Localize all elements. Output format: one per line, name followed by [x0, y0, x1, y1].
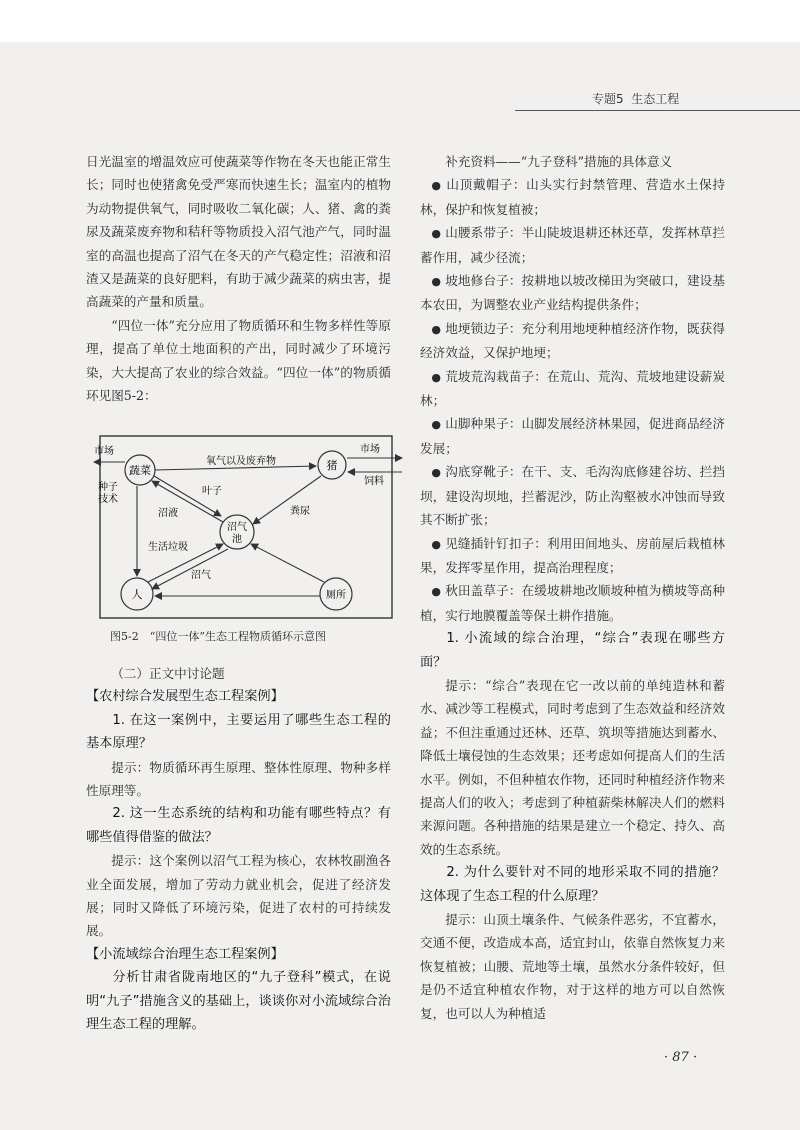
label-leaves: 叶子: [202, 486, 222, 497]
bullet-dot-icon: ●: [431, 179, 442, 193]
bullet-item: [420, 532, 725, 580]
question: 2. 这一生态系统的结构和功能有哪些特点？有哪些值得借鉴的做法？: [86, 806, 391, 845]
bullet-text: 沟底穿靴子：在干、支、毛沟沟底修建谷坊、拦挡坝，建设沟坝地，拦蓄泥沙，防止沟壑被水冲蚀而导致其不断扩张；: [420, 464, 725, 528]
bullet-dot-icon: ●: [431, 585, 442, 599]
node-label: 沼气: [227, 522, 247, 533]
header-rule: [515, 110, 800, 111]
running-header: [592, 90, 679, 107]
node-label: 厕所: [326, 590, 346, 601]
answer: 提示：“综合”表现在它一改以前的单纯造林和蓄水、减沙等工程模式，同时考虑到了生态效益和经济效益；不但注重通过还林、还草、筑坝等措施达到蓄水、降低土壤侵蚀的生态效果；还考虑如何提高人们的生活水平。例如，不但种植农作物，还同时种植经济作物来提高人们的收入；考虑到了种植薪柴林解决人们的燃料来源问题。各种措施的结果是建立一个稳定、持久、高效的生态系统。: [420, 677, 725, 857]
supplement-title: 补充资料——“九子登科”措施的具体意义: [445, 154, 673, 169]
bullet-item: [420, 579, 725, 627]
bullet-text: 坡地修台子：按耕地以坡改梯田为突破口，建设基本农田，为调整农业产业结构提供条件；: [420, 273, 725, 313]
left-column-bottom: [86, 662, 391, 1037]
arrow-biogas-to-person: [152, 549, 228, 589]
bullet-dot-icon: ●: [431, 370, 442, 384]
case-text: 分析甘肃省陇南地区的“九子登科”模式，在说明“九子”措施含义的基础上，谈谈你对小流域综合治理生态工程的理解。: [86, 970, 391, 1033]
bullet-dot-icon: ●: [431, 322, 442, 336]
figure-caption: 图5-2 “四位一体”生态工程物质循环示意图: [110, 630, 326, 643]
case-title: 【农村综合发展型生态工程案例】: [86, 689, 284, 705]
right-column: [420, 150, 725, 1025]
bullet-text: 秋田盖草子：在缓坡耕地改顺坡种植为横坡等高种植，实行地膜覆盖等保土耕作措施。: [420, 583, 725, 623]
arrow-pig-to-biogas: [253, 476, 321, 524]
arrow-toilet-to-biogas: [251, 544, 324, 582]
label-tech: 技术: [98, 494, 118, 505]
header-title: 生态工程: [631, 92, 680, 106]
label-domestic-waste: 生活垃圾: [148, 542, 188, 553]
bullet-text: 荒坡荒沟栽苗子：在荒山、荒沟、荒坡地建设薪炭林；: [420, 368, 725, 409]
header-section: 专题5: [592, 92, 624, 106]
bullet-dot-icon: ●: [431, 275, 442, 289]
label-biogas: 沼气: [191, 570, 211, 581]
bullet-item: [420, 412, 725, 460]
case-title: 【小流域综合治理生态工程案例】: [86, 946, 284, 962]
bullet-item: [420, 173, 725, 221]
bullet-text: 地埂锁边子：充分利用地埂种植经济作物，既获得经济效益，又保护地埂；: [420, 320, 725, 361]
answer: 提示：这个案例以沼气工程为核心，农林牧副渔各业全面发展，增加了劳动力就业机会，促进了经济发展；同时又降低了环境污染，促进了农村的可持续发展。: [86, 853, 391, 939]
bullet-dot-icon: ●: [431, 227, 442, 241]
node-label: 蔬菜: [129, 464, 151, 477]
bullet-text: 见缝插针钉扣子：利用田间地头、房前屋后栽植林果，发挥零星作用，提高治理程度；: [420, 535, 725, 575]
label-feed: 饲料: [364, 476, 384, 487]
label-seed: 种子: [98, 482, 118, 493]
left-column-top: [86, 150, 391, 407]
paragraph: 日光温室的增温效应可使蔬菜等作物在冬天也能正常生长；同时也使猪禽免受严寒而快速生长；温室内的植物为动物提供氧气，同时吸收二氧化碳；人、猪、禽的粪尿及蔬菜废弃物和秸秆等物质投入沼气池产气，同时温室的高温也提高了沼气在冬天的产气稳定性；沼液和沼渣又是蔬菜的良好肥料，有助于减少蔬菜的病虫害，提高蔬菜的产量和质量。: [86, 154, 391, 310]
label-market: 市场: [360, 444, 380, 455]
bullet-text: 山脚种果子：山脚发展经济林果园，促进商品经济发展；: [420, 416, 725, 456]
bullet-item: [420, 317, 725, 365]
paragraph: “四位一体”充分应用了物质循环和生物多样性等原理，提高了单位土地面积的产出，同时减少了环境污染，大大提高了农业的综合效益。“四位一体”的物质循环见图5-2：: [86, 317, 391, 404]
question: 2. 为什么要针对不同的地形采取不同的措施？这体现了生态工程的什么原理？: [420, 865, 725, 904]
node-label: 池: [232, 534, 242, 545]
bullet-item: [420, 269, 725, 317]
label-slurry: 沼液: [158, 508, 178, 519]
bullet-item: [420, 221, 725, 269]
bullet-item: [420, 365, 725, 413]
bullet-item: [420, 460, 725, 531]
bullet-dot-icon: ●: [431, 537, 442, 551]
label-market: 市场: [94, 446, 114, 457]
node-label: 猪: [326, 459, 338, 472]
answer: 提示：山顶土壤条件、气候条件恶劣，不宜蓄水，交通不便，改造成本高，适宜封山，依靠自然恢复力来恢复植被；山腰、荒地等土壤，虽然水分条件较好，但是仍不适宜种植农作物，对于这样的地方可以自然恢复，也可以人为种植适: [420, 912, 725, 1021]
page-number: · 87 ·: [664, 1050, 698, 1065]
question: 1. 小流域的综合治理，“综合”表现在哪些方面？: [420, 631, 725, 670]
material-cycle-diagram: [92, 432, 404, 620]
bullet-dot-icon: ●: [431, 418, 442, 432]
bullet-dot-icon: ●: [431, 466, 442, 480]
bullet-text: 山腰系带子：半山陡坡退耕还林还草，发挥林草拦蓄作用，减少径流；: [420, 225, 725, 265]
answer: 提示：物质循环再生原理、整体性原理、物种多样性原理等。: [86, 759, 391, 799]
question: 1. 在这一案例中，主要运用了哪些生态工程的基本原理？: [86, 712, 391, 752]
subsection-heading: （二）正文中讨论题: [111, 666, 225, 681]
label-manure: 粪尿: [290, 506, 310, 517]
node-label: 人: [131, 588, 143, 601]
bullet-text: 山顶戴帽子：山头实行封禁管理、营造水土保持林，保护和恢复植被；: [420, 177, 725, 217]
label-oxygen-waste: 氧气以及废弃物: [206, 456, 276, 467]
